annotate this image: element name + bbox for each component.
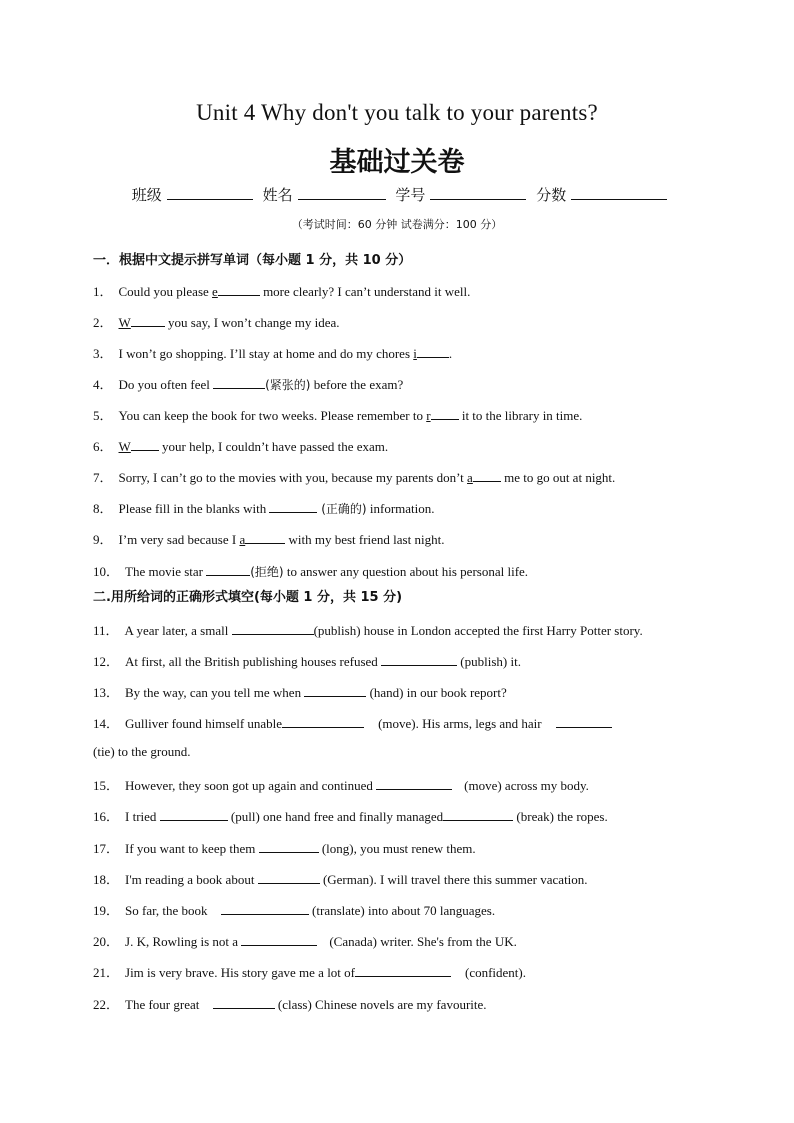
question-13: 13． By the way, can you tell me when (hand) in our book report? bbox=[93, 685, 507, 700]
id-field-label: 学号 bbox=[395, 186, 426, 204]
question-1: 1． Could you please e more clearly? I can’t understand it well. bbox=[93, 284, 471, 299]
answer-blank[interactable] bbox=[376, 777, 452, 790]
question-7: 7． Sorry, I can’t go to the movies with you, because my parents don’t a me to go out at night. bbox=[93, 470, 616, 485]
exam-title: Unit 4 Why don't you talk to your parents? bbox=[196, 100, 598, 125]
id-field-line[interactable] bbox=[430, 185, 526, 200]
exam-subtitle: 基础过关卷 bbox=[329, 147, 465, 178]
question-3: 3． I won’t go shopping. I’ll stay at home and do my chores i . bbox=[93, 346, 453, 361]
question-9: 9． I’m very sad because I a with my best friend last night. bbox=[93, 532, 445, 547]
answer-blank[interactable] bbox=[417, 345, 449, 358]
exam-meta: （考试时间：60 分钟 试卷满分：100 分） bbox=[291, 218, 503, 231]
class-field-label: 班级 bbox=[131, 186, 162, 204]
answer-blank[interactable] bbox=[304, 684, 366, 697]
answer-blank[interactable] bbox=[282, 715, 364, 728]
question-14-continued: (tie) to the ground. bbox=[93, 744, 191, 759]
answer-blank[interactable] bbox=[556, 715, 612, 728]
answer-blank[interactable] bbox=[431, 407, 459, 420]
question-16: 16． I tried (pull) one hand free and finally managed (break) the ropes. bbox=[93, 809, 608, 824]
answer-blank[interactable] bbox=[241, 933, 317, 946]
section-1-heading: 一．根据中文提示拼写单词（每小题 1 分，共 10 分） bbox=[93, 253, 412, 268]
answer-blank[interactable] bbox=[221, 902, 309, 915]
question-6: 6． W your help, I couldn’t have passed the exam. bbox=[93, 439, 389, 454]
question-20: 20． J. K, Rowling is not a (Canada) writer. She's from the UK. bbox=[93, 934, 517, 949]
question-10: 10． The movie star (拒绝) to answer any question about his personal life. bbox=[93, 564, 529, 579]
question-4: 4． Do you often feel (紧张的) before the exam? bbox=[93, 377, 404, 392]
answer-blank[interactable] bbox=[269, 500, 317, 513]
question-11: 11． A year later, a small (publish) house in London accepted the first Harry Potter story. bbox=[93, 623, 643, 638]
question-2: 2． W you say, I won’t change my idea. bbox=[93, 315, 340, 330]
answer-blank[interactable] bbox=[473, 469, 501, 482]
answer-blank[interactable] bbox=[213, 996, 275, 1009]
answer-blank[interactable] bbox=[443, 808, 513, 821]
answer-blank[interactable] bbox=[131, 314, 165, 327]
question-8: 8． Please fill in the blanks with (正确的) information. bbox=[93, 501, 435, 516]
question-21: 21． Jim is very brave. His story gave me a lot of (confident). bbox=[93, 965, 527, 980]
score-field-line[interactable] bbox=[571, 185, 667, 200]
question-19: 19． So far, the book (translate) into about 70 languages. bbox=[93, 903, 496, 918]
section-2-heading: 二.用所给词的正确形式填空(每小题 1 分，共 15 分) bbox=[93, 590, 403, 605]
answer-blank[interactable] bbox=[213, 376, 265, 389]
question-18: 18． I'm reading a book about (German). I will travel there this summer vacation. bbox=[93, 872, 588, 887]
answer-blank[interactable] bbox=[381, 653, 457, 666]
answer-blank[interactable] bbox=[131, 438, 159, 451]
answer-blank[interactable] bbox=[232, 622, 314, 635]
question-5: 5． You can keep the book for two weeks. Please remember to r it to the library in time. bbox=[93, 408, 583, 423]
name-field-label: 姓名 bbox=[262, 186, 293, 204]
answer-blank[interactable] bbox=[206, 563, 250, 576]
question-17: 17． If you want to keep them (long), you must renew them. bbox=[93, 841, 476, 856]
question-22: 22． The four great (class) Chinese novels are my favourite. bbox=[93, 997, 487, 1012]
answer-blank[interactable] bbox=[258, 871, 320, 884]
student-info-row bbox=[0, 184, 794, 205]
answer-blank[interactable] bbox=[259, 840, 319, 853]
question-14: 14． Gulliver found himself unable (move). His arms, legs and hair bbox=[93, 713, 612, 732]
answer-blank[interactable] bbox=[160, 808, 228, 821]
score-field-label: 分数 bbox=[536, 186, 567, 204]
answer-blank[interactable] bbox=[245, 531, 285, 544]
question-12: 12． At first, all the British publishing houses refused (publish) it. bbox=[93, 654, 521, 669]
answer-blank[interactable] bbox=[355, 964, 451, 977]
name-field-line[interactable] bbox=[298, 185, 386, 200]
class-field-line[interactable] bbox=[167, 185, 253, 200]
answer-blank[interactable] bbox=[218, 283, 260, 296]
question-15: 15． However, they soon got up again and continued (move) across my body. bbox=[93, 778, 589, 793]
